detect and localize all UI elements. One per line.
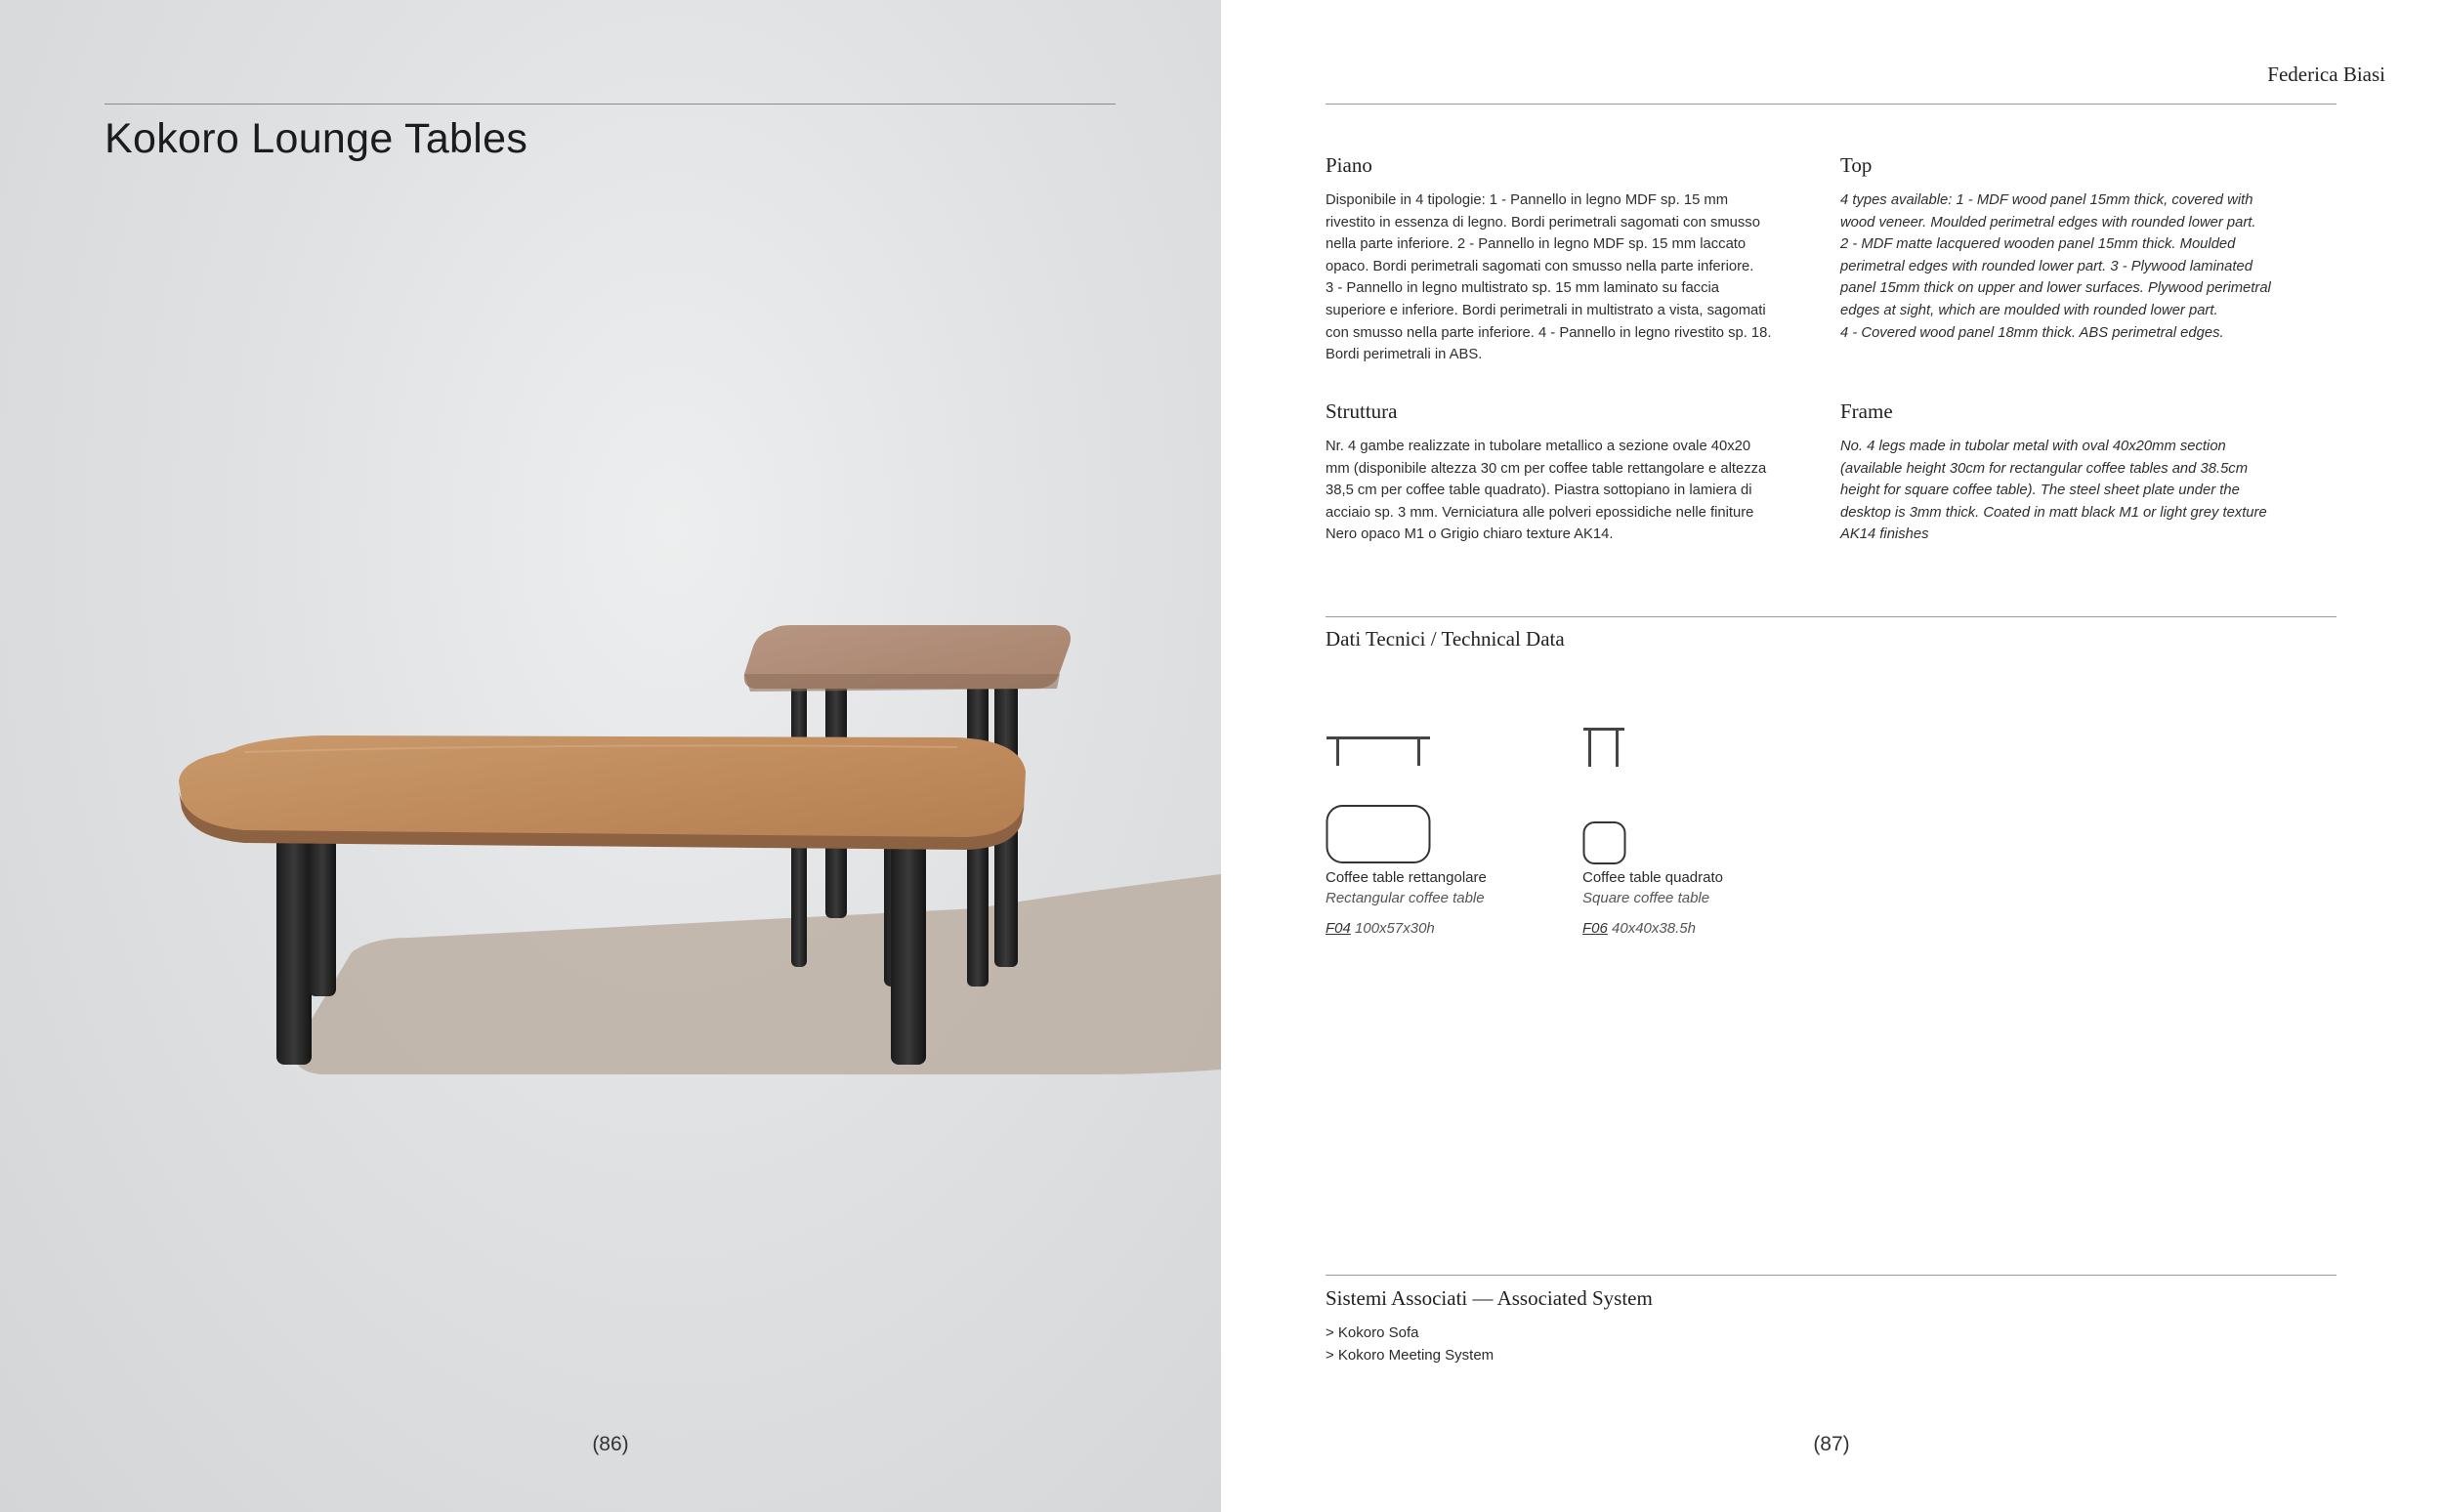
product-square (1582, 723, 1817, 937)
struttura-section (1326, 399, 1819, 546)
table-leg (276, 825, 312, 1065)
rectangular-table-icon (1326, 723, 1443, 869)
header-rule (1326, 104, 2337, 105)
top-section (1840, 153, 2334, 344)
product-code: F06 (1582, 920, 1608, 937)
piano-heading: Piano (1326, 153, 1372, 177)
product-name-en: Square coffee table (1582, 890, 1710, 906)
title-rule (105, 104, 1116, 105)
product-name-it: Coffee table rettangolare (1326, 869, 1487, 886)
square-table-icon (1582, 723, 1700, 869)
tech-rule (1326, 616, 2337, 617)
struttura-heading: Struttura (1326, 399, 1398, 423)
table-leg (309, 825, 336, 996)
associated-system-link[interactable]: > Kokoro Sofa (1326, 1324, 1419, 1341)
associated-systems-list (1326, 1323, 1494, 1366)
product-dimensions: 40x40x38.5h (1612, 920, 1696, 937)
piano-section (1326, 153, 1819, 366)
page-number-left: (86) (592, 1433, 629, 1455)
product-dimensions: 100x57x30h (1355, 920, 1435, 937)
table-leg (891, 825, 926, 1065)
technical-data-title: Dati Tecnici / Technical Data (1326, 627, 1565, 651)
product-name-it: Coffee table quadrato (1582, 869, 1724, 886)
table-top (179, 735, 1026, 842)
assoc-rule (1326, 1275, 2337, 1276)
product-code-line (1326, 920, 1560, 937)
struttura-text: Nr. 4 gambe realizzate in tubolare metallico a sezione ovale 40x20 mm (disponibile altezza 30 cm per coffee table rettangolare e altezza 38,5 cm per coffee table quadrato). Piastra sottopiano in lamiera di acciaio sp. 3 mm. Verniciatura alle polveri epossidiche nelle finiture Nero opaco M1 o Grigio chiaro texture AK14. (1326, 439, 1767, 543)
frame-text: No. 4 legs made in tubolar metal with oval 40x20mm section (available height 30cm for rectangular coffee tables and 38.5cm height for square coffee table). The steel sheet plate under the desktop is 3mm thick. Coated in matt black M1 or light grey texture AK14 finishes (1840, 439, 2267, 543)
associated-system-link[interactable]: > Kokoro Meeting System (1326, 1346, 1495, 1364)
product-code: F04 (1326, 920, 1351, 937)
top-heading: Top (1840, 153, 1873, 177)
right-page (1221, 0, 2442, 1512)
top-text: 4 types available: 1 - MDF wood panel 15mm thick, covered with wood veneer. Moulded perimetral edges with rounded lower part. 2 - MDF matte lacquered wooden panel 15mm thick. Moulded perimetral edges with rounded lower part. 3 - Plywood laminated panel 15mm thick on upper and lower surfaces. Plywood perimetral edges at sight, which are moulded with rounded lower part. 4 - Covered wood panel 18mm thick. ABS perimetral edges. (1840, 192, 2271, 341)
product-code-line (1582, 920, 1817, 937)
product-name-en: Rectangular coffee table (1326, 890, 1485, 906)
associated-systems-title: Sistemi Associati — Associated System (1326, 1286, 1653, 1310)
piano-text: Disponibile in 4 tipologie: 1 - Pannello in legno MDF sp. 15 mm rivestito in essenza di legno. Bordi perimetrali sagomati con smusso nella parte inferiore. 2 - Pannello in legno MDF sp. 15 mm laccato opaco. Bordi perimetrali sagomati con smusso nella parte inferiore. 3 - Pannello in legno multistrato sp. 15 mm laminato su faccia superiore e inferiore. Bordi perimetrali in multistrato a vista, sagomati con smusso nella parte inferiore. 4 - Pannello in legno rivestito sp. 18. Bordi perimetrali in ABS. (1326, 192, 1772, 363)
frame-heading: Frame (1840, 399, 1893, 423)
product-rectangular (1326, 723, 1560, 937)
page-number-right: (87) (1813, 1433, 1850, 1455)
page-title: Kokoro Lounge Tables (105, 115, 528, 162)
frame-section (1840, 399, 2334, 546)
table-shadow (293, 874, 1221, 1074)
designer-name: Federica Biasi (2267, 63, 2385, 86)
